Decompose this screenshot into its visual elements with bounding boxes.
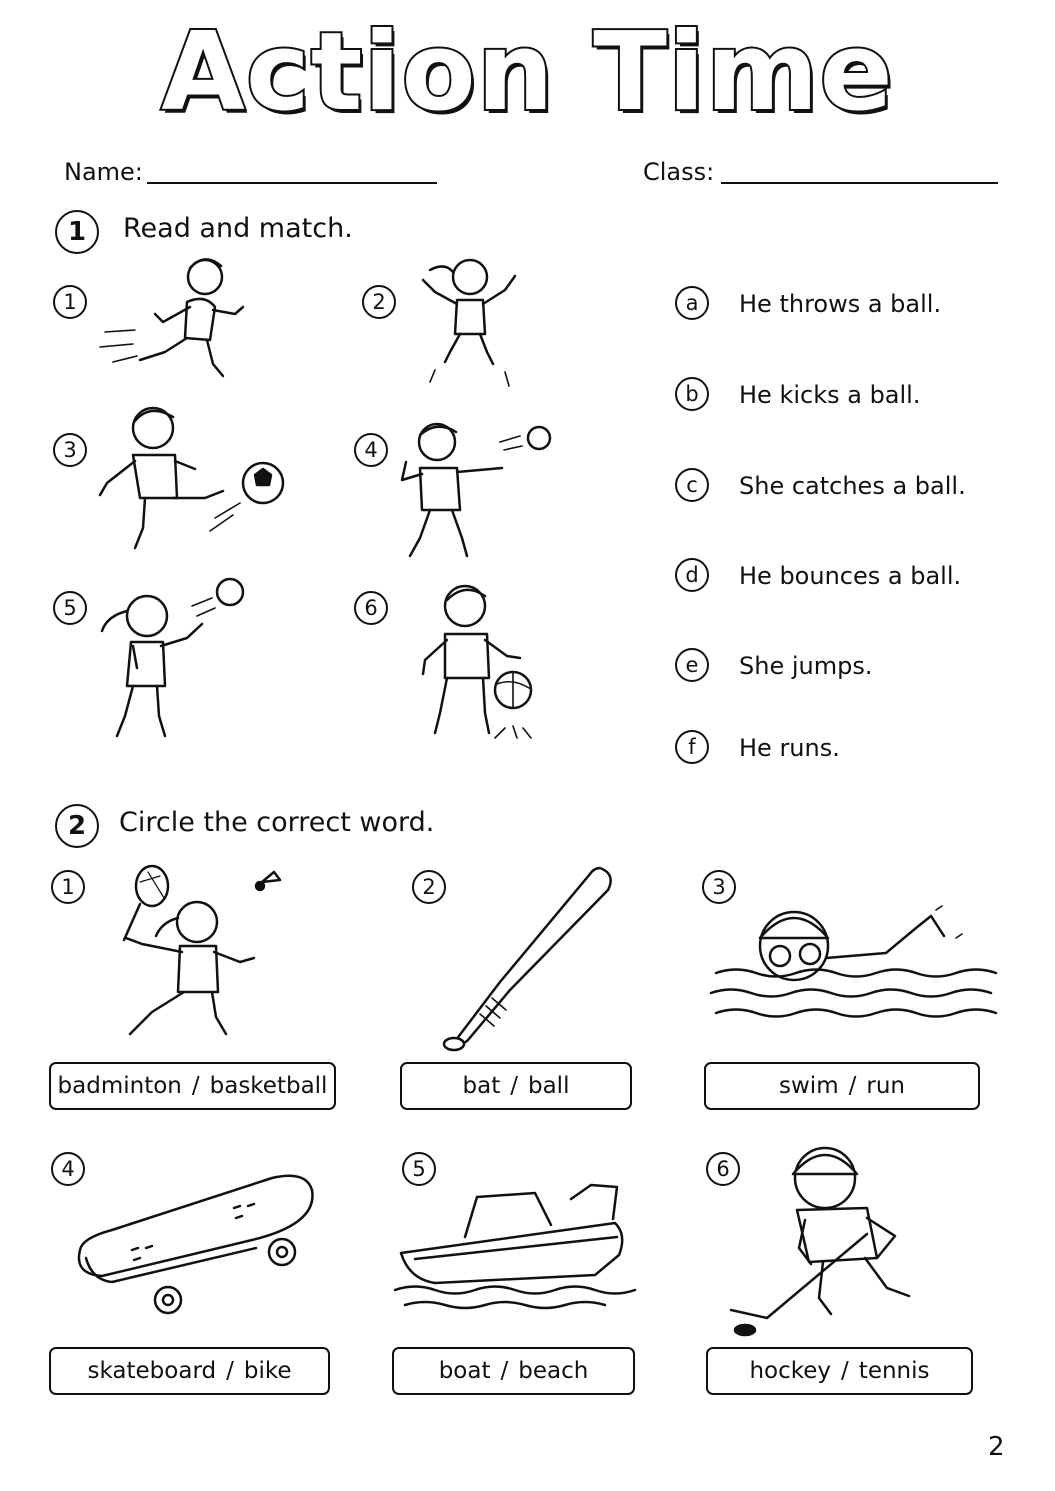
sentence-letter: a [675,286,709,320]
word-option[interactable]: ball [527,1073,570,1099]
boy-bouncing-ball-icon [405,578,540,748]
sentence-letter: f [675,730,709,764]
picture-number: 1 [53,285,87,319]
page-number: 2 [988,1432,1005,1462]
word-choice-box [704,1062,980,1110]
boy-kicking-ball-icon [95,403,285,563]
item-number: 4 [51,1152,85,1186]
sentence-letter: e [675,648,709,682]
word-option[interactable]: run [866,1073,905,1099]
word-choice-box [706,1347,973,1395]
name-label: Name: [64,158,143,186]
boy-running-icon [95,252,255,392]
word-option[interactable]: basketball [209,1073,328,1099]
word-separator: / [848,1073,857,1099]
item-number: 1 [51,870,85,904]
item-number: 3 [702,870,736,904]
baseball-bat-icon [440,860,620,1055]
sentence-letter: d [675,558,709,592]
sentence-text: He throws a ball. [739,290,942,318]
word-separator: / [191,1073,200,1099]
item-number: 5 [402,1152,436,1186]
section-1-instruction: Read and match. [123,213,353,244]
girl-catching-ball-icon [97,576,247,748]
word-choice-box [49,1062,336,1110]
word-option[interactable]: boat [438,1358,491,1384]
sentence-text: He runs. [739,734,840,762]
word-option[interactable]: beach [518,1358,589,1384]
word-choice-box [400,1062,632,1110]
boy-throwing-ball-icon [392,420,557,565]
word-option[interactable]: skateboard [87,1358,217,1384]
sentence-text: He kicks a ball. [739,381,921,409]
picture-number: 6 [354,591,388,625]
sentence-text: He bounces a ball. [739,562,962,590]
word-option[interactable]: hockey [749,1358,832,1384]
section-1-badge: 1 [55,210,99,254]
boat-icon [395,1175,635,1315]
picture-number: 4 [354,433,388,467]
boy-ice-hockey-icon [727,1138,927,1338]
word-option[interactable]: swim [779,1073,839,1099]
word-separator: / [510,1073,518,1099]
girl-badminton-icon [112,862,292,1052]
picture-number: 2 [362,285,396,319]
skateboard-icon [72,1170,324,1320]
word-option[interactable]: bike [243,1358,292,1384]
sentence-text: She jumps. [739,652,873,680]
sentence-letter: b [675,377,709,411]
item-number: 2 [412,870,446,904]
page-title: Action Time [161,10,894,135]
word-separator: / [841,1358,849,1384]
word-choice-box [392,1347,635,1395]
word-separator: / [500,1358,509,1384]
sentence-text: She catches a ball. [739,472,966,500]
picture-number: 5 [53,591,87,625]
word-choice-box [49,1347,330,1395]
sentence-letter: c [675,468,709,502]
section-2-instruction: Circle the correct word. [119,807,435,838]
picture-number: 3 [53,433,87,467]
section-2-badge: 2 [55,804,99,848]
word-option[interactable]: badminton [57,1073,182,1099]
boy-swimming-icon [706,898,1001,1048]
word-separator: / [226,1358,234,1384]
girl-jumping-icon [415,252,525,397]
word-option[interactable]: bat [462,1073,501,1099]
item-number: 6 [706,1152,740,1186]
word-option[interactable]: tennis [858,1358,930,1384]
name-field[interactable] [147,182,437,184]
class-label: Class: [643,158,715,186]
class-field[interactable] [721,182,998,184]
